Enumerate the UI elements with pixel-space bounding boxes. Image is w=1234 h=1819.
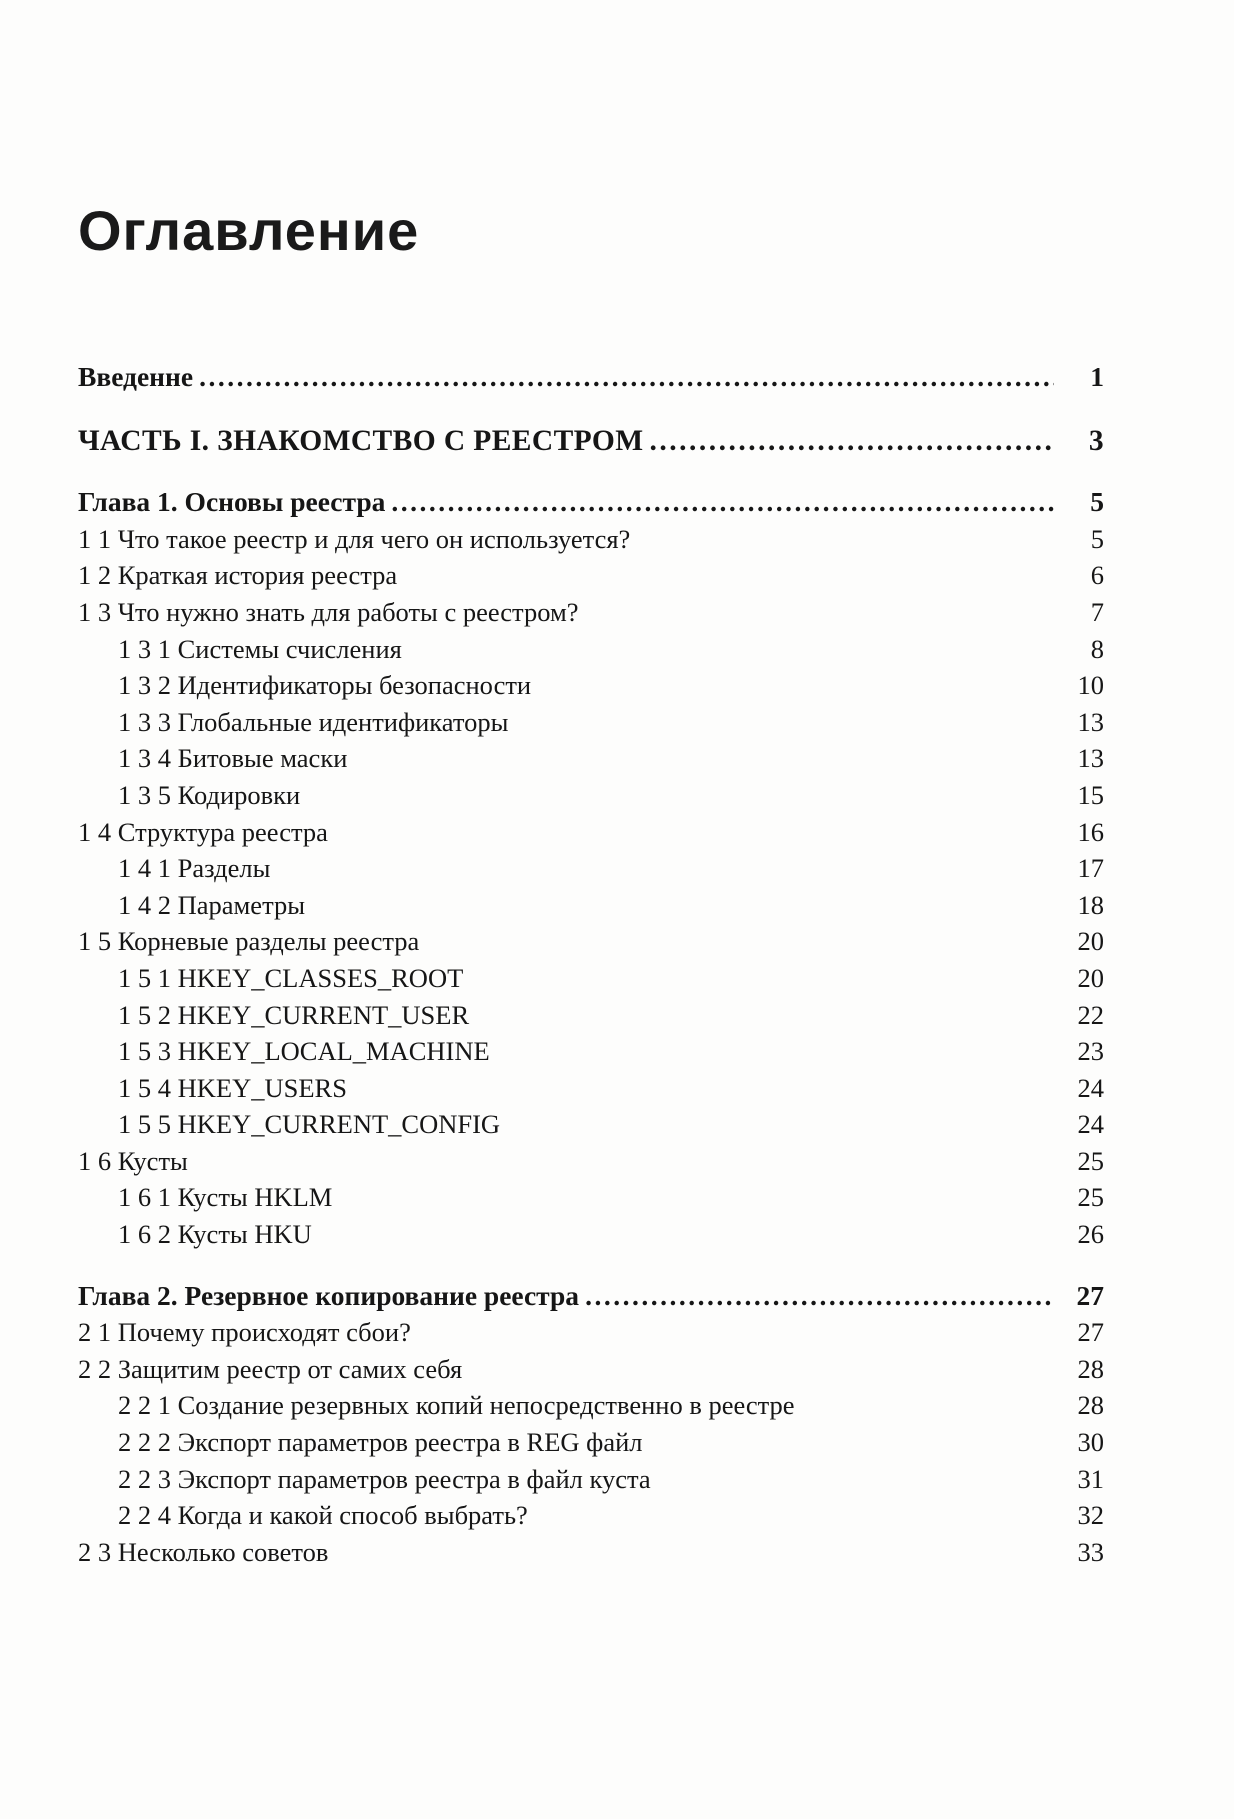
toc-entry-page: 7 [1090,596,1104,627]
page-title: Оглавление [78,199,420,262]
toc-entry-page: 32 [1077,1500,1104,1531]
toc-entry [78,1106,1104,1143]
toc-entry [78,850,1104,887]
toc-entry-label: 1 6 2 Кусты HKU [118,1219,312,1250]
toc-entry-label: 1 3 1 Системы счисления [118,633,402,664]
toc-entry-page: 25 [1077,1145,1104,1176]
toc-entry-label: 1 5 2 HKEY_CURRENT_USER [118,999,470,1030]
toc-entry [78,1278,1104,1315]
toc-entry [78,1179,1104,1216]
toc-entry-page: 33 [1077,1536,1104,1567]
toc-entry-page: 5 [1090,523,1104,554]
toc-entry-label: 1 4 Структура реестра [78,816,328,847]
toc-entry-page: 13 [1077,706,1104,737]
toc-entry [78,1497,1104,1534]
toc-entry-label: 2 2 4 Когда и какой способ выбрать? [118,1500,528,1531]
toc-entry-label: 1 3 Что нужно знать для работы с реестром? [78,596,579,627]
toc-entry-page: 30 [1077,1427,1104,1458]
toc-entry-label: 1 6 Кусты [78,1145,188,1176]
toc-entry-label: 2 2 3 Экспорт параметров реестра в файл куста [118,1463,651,1494]
toc-entry [78,557,1104,594]
toc-entry-label: 2 2 2 Экспорт параметров реестра в REG файл [118,1427,643,1458]
toc-entry-page: 16 [1077,816,1104,847]
toc-entry [78,997,1104,1034]
toc-entry-label: 1 3 2 Идентификаторы безопасности [118,670,532,701]
table-of-contents [78,359,1104,1570]
toc-entry [78,704,1104,741]
toc-entry-page: 25 [1077,1182,1104,1213]
dot-leader [585,1278,1054,1315]
toc-entry-label: Глава 2. Резервное копирование реестра [78,1279,580,1311]
toc-entry [78,631,1104,668]
toc-entry-label: 1 3 4 Битовые маски [118,743,348,774]
toc-entry-page: 24 [1077,1072,1104,1103]
toc-entry-page: 3 [1088,424,1104,457]
toc-entry-label: 1 5 4 HKEY_USERS [118,1072,347,1103]
toc-entry [78,1143,1104,1180]
toc-entry-label: 1 2 Краткая история реестра [78,560,398,591]
toc-entry-page: 24 [1077,1109,1104,1140]
toc-entry [78,1461,1104,1498]
toc-entry [78,923,1104,960]
toc-entry [78,1424,1104,1461]
toc-entry-page: 27 [1076,1279,1104,1311]
toc-entry [78,594,1104,631]
toc-entry [78,814,1104,851]
toc-entry [78,359,1104,396]
toc-entry-label: ЧАСТЬ I. ЗНАКОМСТВО С РЕЕСТРОМ [78,424,644,457]
toc-entry-page: 6 [1090,560,1104,591]
toc-entry-page: 26 [1077,1219,1104,1250]
toc-entry-label: 2 2 1 Создание резервных копий непосредственно в реестре [118,1390,795,1421]
toc-entry-label: 1 5 5 HKEY_CURRENT_CONFIG [118,1109,501,1140]
toc-entry-label: 1 3 5 Кодировки [118,779,301,810]
toc-entry-page: 10 [1077,670,1104,701]
toc-entry-page: 20 [1077,926,1104,957]
toc-entry-page: 28 [1077,1353,1104,1384]
toc-entry [78,1070,1104,1107]
toc-entry-page: 18 [1077,889,1104,920]
toc-entry [78,423,1104,460]
toc-entry [78,484,1104,521]
dot-leader [391,484,1054,521]
toc-entry-page: 17 [1077,853,1104,884]
dot-leader [650,423,1055,460]
toc-entry [78,960,1104,997]
toc-entry-page: 1 [1090,361,1104,392]
toc-entry [78,1387,1104,1424]
toc-entry-page: 20 [1077,962,1104,993]
toc-entry [78,1033,1104,1070]
toc-entry [78,1216,1104,1253]
toc-entry-page: 23 [1077,1036,1104,1067]
toc-entry-label: 1 5 3 HKEY_LOCAL_MACHINE [118,1036,490,1067]
toc-entry-label: 1 5 1 HKEY_CLASSES_ROOT [118,962,464,993]
toc-entry [78,1534,1104,1571]
toc-entry-label: 1 3 3 Глобальные идентификаторы [118,706,509,737]
toc-entry-page: 5 [1090,486,1104,518]
toc-entry [78,667,1104,704]
toc-entry [78,521,1104,558]
toc-entry-page: 28 [1077,1390,1104,1421]
toc-entry-label: 2 3 Несколько советов [78,1536,329,1567]
toc-entry [78,777,1104,814]
toc-entry-label: 1 4 2 Параметры [118,889,306,920]
dot-leader [199,359,1054,396]
toc-entry-page: 22 [1077,999,1104,1030]
toc-entry [78,740,1104,777]
toc-entry [78,1314,1104,1351]
toc-entry-label: Введенне [78,361,194,392]
toc-entry-page: 31 [1077,1463,1104,1494]
toc-entry-page: 27 [1077,1317,1104,1348]
toc-entry-label: 1 6 1 Кусты HKLM [118,1182,333,1213]
toc-entry-label: 1 1 Что такое реестр и для чего он используется? [78,523,631,554]
toc-entry-page: 8 [1090,633,1104,664]
toc-entry-label: 1 4 1 Разделы [118,853,271,884]
toc-entry-label: 2 2 Защитим реестр от самих себя [78,1353,463,1384]
toc-entry-label: 2 1 Почему происходят сбои? [78,1317,411,1348]
toc-entry [78,1351,1104,1388]
toc-entry-label: Глава 1. Основы реестра [78,486,386,518]
toc-entry-page: 15 [1077,779,1104,810]
toc-entry-label: 1 5 Корневые разделы реестра [78,926,420,957]
toc-entry-page: 13 [1077,743,1104,774]
toc-entry [78,887,1104,924]
